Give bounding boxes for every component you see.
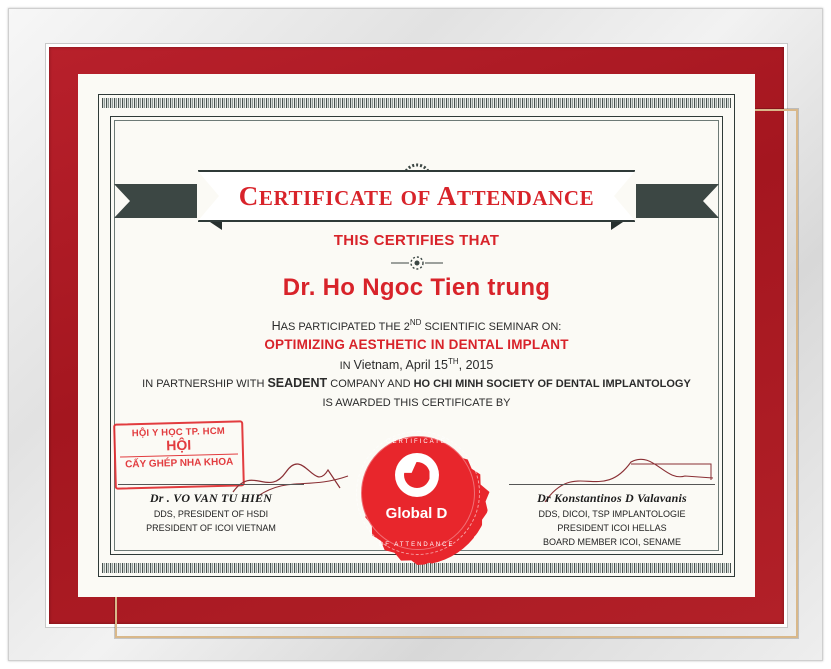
seal-arc-top-text: CERTIFICATE <box>386 439 447 445</box>
ribbon-center <box>198 170 635 222</box>
stamp-line-2: HỘI <box>166 436 192 454</box>
signatory-name-right: Dr Konstantinos D Valavanis <box>537 491 687 505</box>
awarded-line <box>78 395 755 409</box>
global-d-seal <box>344 419 490 565</box>
participation-ordinal: ND <box>409 318 422 327</box>
title-ribbon <box>78 170 755 222</box>
partnership-conjunction: COMPANY AND <box>327 378 414 390</box>
global-d-logo-icon <box>395 453 439 497</box>
title-word-certificate: ERTIFICATE <box>258 186 394 210</box>
signatory-role-left-1: DDS, PRESIDENT OF HSDI <box>153 509 269 519</box>
partnership-prefix: IN PARTNERSHIP WITH <box>142 378 268 390</box>
signature-block-left <box>96 484 326 534</box>
title-cap-a: A <box>436 181 457 211</box>
place-date-line <box>78 357 755 372</box>
participation-text-post: SCIENTIFIC SEMINAR ON: <box>421 321 562 334</box>
recipient-name: Dr. Ho Ngoc Tien trung <box>282 274 551 301</box>
certificate-document <box>78 74 755 597</box>
signatory-role-left-2: PRESIDENT OF ICOI VIETNAM <box>146 523 276 533</box>
place-prefix: IN <box>339 360 354 373</box>
participation-line <box>78 318 755 333</box>
date-ordinal: TH <box>447 357 459 366</box>
partner-company: SEADENT <box>267 376 328 390</box>
participation-text: AS PARTICIPATED THE 2 <box>280 321 410 334</box>
signatory-role-right-2: PRESIDENT ICOI HELLAS <box>557 523 667 533</box>
signatory-role-right-1: DDS, DICOI, TSP IMPLANTOLOGIE <box>538 509 686 519</box>
stamp-line-1: HỘI Y HỌC TP. HCM <box>131 425 226 440</box>
seal-arc-bottom-text: OF ATTENDANCE <box>378 542 455 548</box>
signatory-name-left: Dr . VO VAN TU HIEN <box>149 491 273 505</box>
certifies-subtitle: THIS CERTIFIES THAT <box>333 232 500 249</box>
official-stamp <box>113 420 245 489</box>
partner-society: HO CHI MINH SOCIETY OF DENTAL IMPLANTOLOGY <box>413 378 691 390</box>
stamp-line-3: CẤY GHÉP NHA KHOA <box>120 453 238 470</box>
picture-frame <box>8 8 823 661</box>
title-word-of: OF <box>400 186 431 210</box>
place-date: Vietnam, April 15 <box>353 358 448 373</box>
border-rule-top <box>98 94 735 95</box>
signatory-role-right-3: BOARD MEMBER ICOI, SENAME <box>542 537 682 547</box>
title-cap-c: C <box>238 181 259 211</box>
signature-block-right <box>487 484 737 548</box>
guilloche-pattern-top <box>102 98 731 108</box>
border-rule-bottom <box>98 576 735 577</box>
date-year: , 2015 <box>458 358 494 373</box>
participation-cap: H <box>271 319 281 334</box>
signature-rule-left <box>118 484 304 485</box>
divider-ornament-icon <box>391 256 443 270</box>
partnership-line <box>78 376 755 390</box>
certificate-title <box>198 181 635 212</box>
awarded-text: IS AWARDED THIS CERTIFICATE BY <box>322 397 511 409</box>
seminar-topic: OPTIMIZING AESTHETIC IN DENTAL IMPLANT <box>264 337 569 352</box>
title-word-attendance: TTENDANCE <box>456 186 595 210</box>
signature-rule-right <box>509 484 715 485</box>
seal-brand-name: Global D <box>385 505 448 522</box>
